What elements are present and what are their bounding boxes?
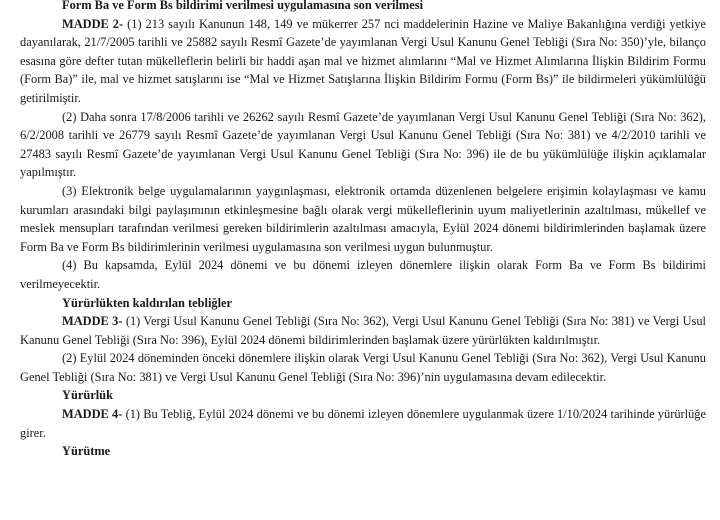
- madde-2-paragraph-4: (4) Bu kapsamda, Eylül 2024 dönemi ve bu dönemi izleyen dönemlere ilişkin olarak Form Ba ve Form Bs bildirimi verilmeyecektir.: [20, 258, 706, 291]
- madde-3-paragraph-2: (2) Eylül 2024 döneminden önceki dönemlere ilişkin olarak Vergi Usul Kanunu Genel Tebliği (Sıra No: 362), Vergi Usul Kanunu Genel Tebliği (Sıra No: 381) ve Vergi Usul Kanunu Genel Tebliği (Sıra No: 396)’nin uygulamasına devam edilecektir.: [20, 351, 706, 384]
- madde-2-paragraph-1: [20, 15, 706, 108]
- madde-4-text-1: (1) Bu Tebliğ, Eylül 2024 dönemi ve bu dönemi izleyen dönemlere uygulanmak üzere 1/10/2024 tarihinde yürürlüğe girer.: [20, 407, 706, 440]
- section-heading-effective: Yürürlük: [62, 388, 113, 403]
- madde-2-text-1: (1) 213 sayılı Kanunun 148, 149 ve mükerrer 257 nci maddelerinin Hazine ve Maliye Bakanlığına verdiği yetkiye dayanılarak, 21/7/2005 tarihli ve 25882 sayılı Resmî Gazete’de yayımlanan Vergi Usul Kanunu Genel Tebliği (Sıra No: 350)’yle, bilanço esasına göre defter tutan mükelleflerin belirli bir haddi aşan mal ve hizmet alımlarını “Mal ve Hizmet Alımlarına İlişkin Bildirim Formu (Form Ba)” ile, mal ve hizmet satışlarını ise “Mal ve Hizmet Satışlarına İlişkin Bildirim Formu (Form Bs)” ile bildirmeleri yükümlülüğü getirilmiştir.: [20, 16, 706, 105]
- section-heading-execution: Yürütme: [62, 444, 111, 459]
- document-page: [20, 0, 706, 461]
- section-heading-repealed: Yürürlükten kaldırılan tebliğler: [62, 295, 233, 310]
- madde-2-label: MADDE 2-: [62, 16, 124, 31]
- madde-4-paragraph-1: [20, 405, 706, 442]
- madde-2-paragraph-2: (2) Daha sonra 17/8/2006 tarihli ve 26262 sayılı Resmî Gazete’de yayımlanan Vergi Usul Kanunu Genel Tebliği (Sıra No: 362), 6/2/2008 tarihli ve 26779 sayılı Resmî Gazete’de yayımlanan Vergi Usul Kanunu Genel Tebliği (Sıra No: 381) ve 4/2/2010 tarihli ve 27483 sayılı Resmî Gazete’de yayımlanan Vergi Usul Kanunu Genel Tebliği (Sıra No: 396) ile de bu yükümlülüğe ilişkin açıklamalar yapılmıştır.: [20, 109, 706, 180]
- madde-3-text-1: (1) Vergi Usul Kanunu Genel Tebliği (Sıra No: 362), Vergi Usul Kanunu Genel Tebliği (Sıra No: 381) ve Vergi Usul Kanunu Genel Tebliği (Sıra No: 396), Eylül 2024 dönemi bildirimlerinden başlamak üzere yürürlükten kaldırılmıştır.: [20, 314, 706, 347]
- madde-2-paragraph-3: (3) Elektronik belge uygulamalarının yaygınlaşması, elektronik ortamda düzenlenen belgelere erişimin kolaylaşması ve kamu kurumları arasındaki bilgi paylaşımının etkinleşmesine bağlı olarak vergi mükelleflerinin uyum maliyetlerinin azaltılması, mükellef ve meslek mensupları tarafından verilmesi gereken bildirimlerin azaltılması amacıyla, Eylül 2024 dönemi bildirimlerinden başlamak üzere Form Ba ve Form Bs bildirimlerinin verilmesi uygulamasına son verilmesi uygun bulunmuştur.: [20, 183, 706, 254]
- madde-3-label: MADDE 3-: [62, 314, 123, 329]
- madde-3-paragraph-1: [20, 312, 706, 349]
- section-heading-form-ba-bs: Form Ba ve Form Bs bildirimi verilmesi uygulamasına son verilmesi: [62, 0, 424, 12]
- madde-4-label: MADDE 4-: [62, 407, 123, 422]
